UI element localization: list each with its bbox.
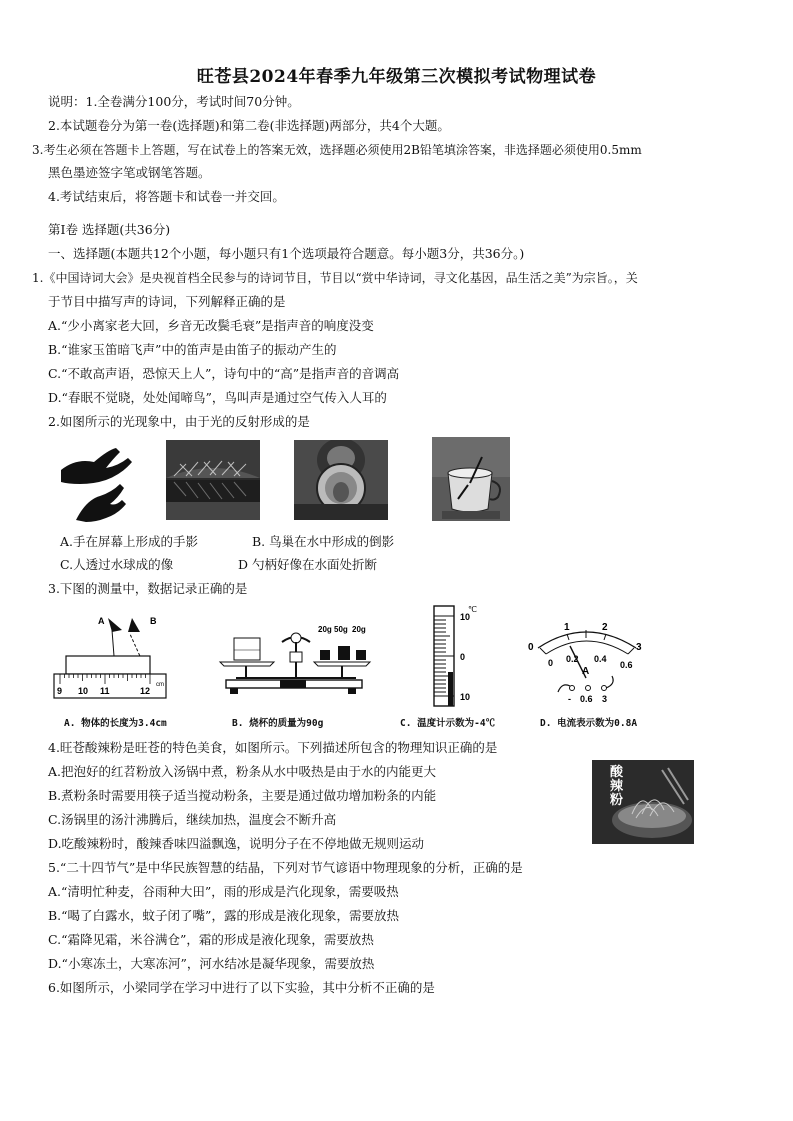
- ammeter-bottom-2: 0.4: [594, 654, 607, 664]
- ammeter-unit: A: [582, 666, 590, 677]
- ammeter-bottom-3: 0.6: [620, 660, 633, 670]
- thermo-tick-top: 10: [460, 612, 471, 622]
- q4-stem: 4.旺苍酸辣粉是旺苍的特色美食，如图所示。下列描述所包含的物理知识正确的是: [48, 740, 498, 755]
- bird-nest-reflection-photo: [166, 440, 260, 520]
- q2-stem: 2.如图所示的光现象中，由于光的反射形成的是: [48, 414, 310, 429]
- instruction-3-cont: 黑色墨迹签字笔或钢笔答题。: [48, 165, 211, 180]
- q4-option-b: B.煮粉条时需要用筷子适当搅动粉条，主要是通过做功增加粉条的内能: [48, 788, 437, 803]
- q1-option-c: C.“不敢高声语，恐惊天上人”，诗句中的“高”是指声音的音调高: [48, 366, 400, 381]
- thermometer-caption: C. 温度计示数为-4℃: [400, 718, 496, 729]
- thermo-tick-bottom: 10: [460, 692, 471, 702]
- instruction-4: 4.考试结束后，将答题卡和试卷一并交回。: [48, 189, 285, 204]
- paper-title: 旺苍县2024年春季九年级第三次模拟考试物理试卷: [196, 67, 597, 87]
- ruler-caption: A. 物体的长度为3.4cm: [64, 718, 167, 729]
- q5-option-b: B.“喝了白露水，蚊子闭了嘴”，露的形成是液化现象，需要放热: [48, 908, 399, 923]
- ammeter-terminal-3: 3: [602, 694, 608, 704]
- q2-option-a: A.手在屏幕上形成的手影: [60, 534, 199, 549]
- ammeter-top-1: 1: [564, 622, 570, 633]
- q2-option-c: C.人透过水球成的像: [60, 557, 174, 572]
- ammeter-caption: D. 电流表示数为0.8A: [540, 718, 638, 729]
- water-ball-photo: [294, 440, 388, 520]
- q2-option-b: B. 鸟巢在水中形成的倒影: [252, 534, 395, 549]
- section-intro: 一、选择题(本题共12个小题，每小题只有1个选项最符合题意。每小题3分，共36分。): [48, 246, 525, 261]
- weight-label-3: 20g: [352, 625, 366, 634]
- q5-option-a: A.“清明忙种麦，谷雨种大田”，雨的形成是汽化现象，需要吸热: [48, 884, 399, 899]
- ammeter-terminal-06: 0.6: [580, 694, 593, 704]
- instruction-3: 3.考生必须在答题卡上答题，写在试卷上的答案无效，选择题必须使用2B铅笔填涂答案，非选择题必须使用0.5mm: [32, 143, 642, 157]
- weight-label-1: 20g: [318, 625, 332, 634]
- ruler-unit: cm: [156, 682, 164, 688]
- q5-option-c: C.“霜降见霜，米谷满仓”，霜的形成是液化现象，需要放热: [48, 932, 374, 947]
- spoon-in-cup-photo: [432, 437, 510, 521]
- ammeter-bottom-0: 0: [548, 658, 554, 668]
- q5-stem: 5.“二十四节气”是中华民族智慧的结晶，下列对节气谚语中物理现象的分析，正确的是: [48, 860, 523, 875]
- ruler-label-b: B: [150, 616, 157, 626]
- ammeter-terminal-neg: -: [568, 694, 571, 704]
- ammeter-figure: [524, 618, 654, 706]
- q4-option-c: C.汤锅里的汤汁沸腾后，继续加热，温度会不断升高: [48, 812, 337, 827]
- hot-sour-noodle-photo: [592, 760, 694, 844]
- q4-option-d: D.吃酸辣粉时，酸辣香味四溢飘逸，说明分子在不停地做无规则运动: [48, 836, 425, 851]
- ammeter-top-3: 3: [636, 642, 642, 653]
- q4-option-a: A.把泡好的红苕粉放入汤锅中煮，粉条从水中吸热是由于水的内能更大: [48, 764, 437, 779]
- thermometer-figure: [426, 604, 490, 708]
- instruction-1: 说明：1.全卷满分100分，考试时间70分钟。: [48, 94, 300, 109]
- hand-shadow-photo: [56, 440, 138, 522]
- ruler-label-a: A: [98, 616, 105, 626]
- ammeter-top-2: 2: [602, 622, 608, 633]
- ruler-tick-12: 12: [140, 686, 151, 696]
- thermo-unit: ℃: [468, 605, 477, 614]
- ruler-tick-9: 9: [57, 686, 63, 696]
- q5-option-d: D.“小寒冻土，大寒冻河”，河水结冰是凝华现象，需要放热: [48, 956, 375, 971]
- instruction-2: 2.本试题卷分为第一卷(选择题)和第二卷(非选择题)两部分，共4个大题。: [48, 118, 450, 133]
- ammeter-top-0: 0: [528, 642, 534, 653]
- q1-option-b: B.“谁家玉笛暗飞声”中的笛声是由笛子的振动产生的: [48, 342, 337, 357]
- q1-option-a: A.“少小离家老大回，乡音无改鬓毛衰”是指声音的响度没变: [48, 318, 374, 333]
- thermo-tick-zero: 0: [460, 652, 466, 662]
- noodle-photo-text: 酸辣粉: [610, 765, 624, 808]
- q1-option-d: D.“春眠不觉晓，处处闻啼鸟”，鸟叫声是通过空气传入人耳的: [48, 390, 387, 405]
- section-title: 第Ⅰ卷 选择题(共36分): [48, 222, 171, 237]
- q3-stem: 3.下图的测量中，数据记录正确的是: [48, 581, 248, 596]
- q6-stem: 6.如图所示，小梁同学在学习中进行了以下实验，其中分析不正确的是: [48, 980, 435, 995]
- ruler-tick-11: 11: [100, 686, 110, 696]
- q1-stem-line2: 于节目中描写声的诗词，下列解释正确的是: [48, 294, 286, 309]
- balance-caption: B. 烧杯的质量为90g: [232, 718, 324, 729]
- ruler-figure: [52, 608, 170, 708]
- ammeter-bottom-1: 0.2: [566, 654, 579, 664]
- weight-label-2: 50g: [334, 625, 348, 634]
- q2-option-d: D 勺柄好像在水面处折断: [238, 557, 377, 572]
- ruler-tick-10: 10: [78, 686, 89, 696]
- balance-figure: [216, 622, 372, 704]
- q1-stem-line1: 1.《中国诗词大会》是央视首档全民参与的诗词节目，节目以“赏中华诗词，寻文化基因，品生活之美”为宗旨。，关: [32, 271, 638, 285]
